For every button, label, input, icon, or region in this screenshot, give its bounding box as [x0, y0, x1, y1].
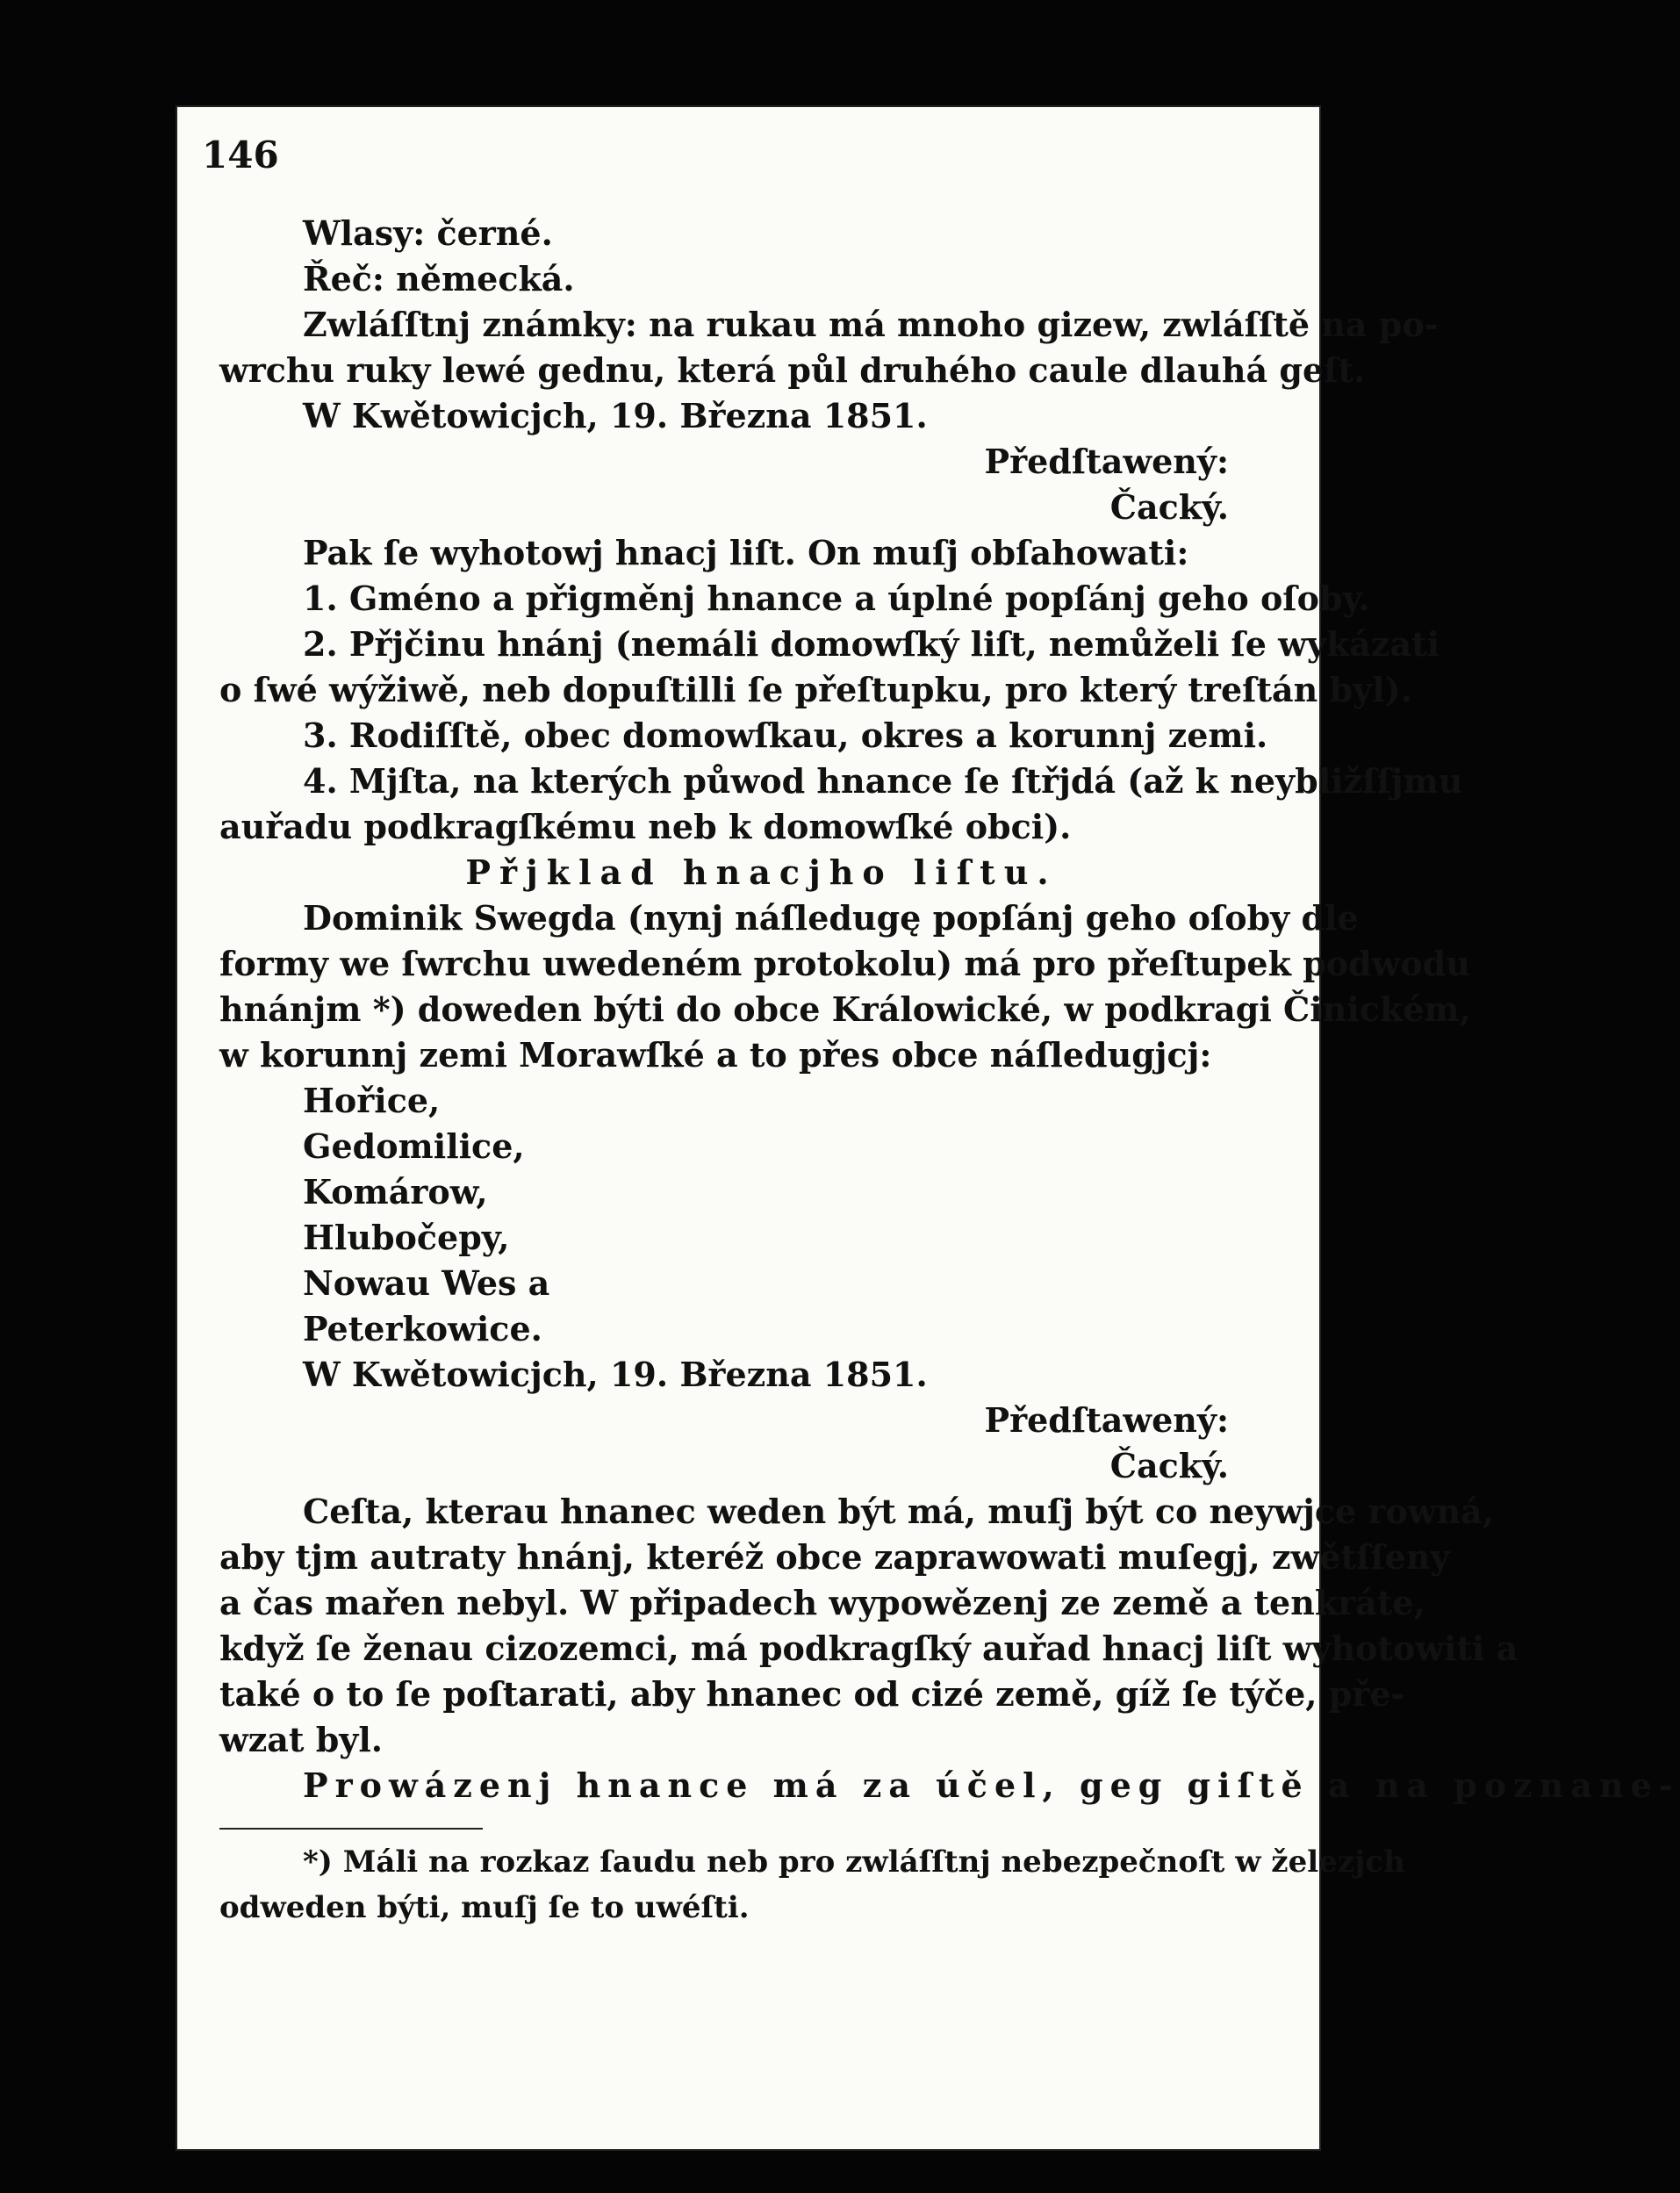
text-line: Řeč: německá. [303, 259, 575, 298]
text-line: hnánjm *) doweden býti do obce Králowické, w podkragi Činickém, [219, 989, 1471, 1029]
text-line: auřadu podkragſkému neb k domowſké obci). [219, 807, 1072, 846]
text-line: také o to ſe poſtarati, aby hnanec od cizé země, gíž ſe týče, pře- [219, 1674, 1405, 1714]
text-line: Hořice, [303, 1081, 441, 1120]
text-line: Nowau Wes a [303, 1263, 550, 1303]
text-line: wzat byl. [219, 1720, 384, 1759]
text-line: Předſtawený: [984, 442, 1229, 481]
text-line: Ceſta, kterau hnanec weden být má, muſj být co neywjce rowná, [303, 1492, 1494, 1531]
text-line: Gedomilice, [303, 1126, 525, 1166]
text-line: Přjklad hnacjho liſtu. [465, 852, 1058, 892]
page-body [219, 211, 1680, 1933]
text-line: Prowázenj hnance má za účel, geg giſtě a na poznane- [303, 1765, 1680, 1805]
text-line: Čacký. [1109, 1446, 1229, 1485]
text-line: Komárow, [303, 1172, 488, 1212]
text-line: Peterkowice. [303, 1309, 542, 1348]
footnote-block [219, 1842, 1405, 1933]
text-line: a čas mařen nebyl. W připadech wypowězenj ze země a tenkráte, [219, 1583, 1425, 1622]
text-line: Dominik Swegda (nynj náſledugę popſánj geho oſoby dle [303, 898, 1359, 938]
page-number: 146 [202, 133, 279, 176]
text-line: 2. Přjčinu hnánj (nemáli domowſký liſt, nemůželi ſe wykázati [303, 624, 1440, 664]
text-line: Wlasy: černé. [303, 213, 553, 253]
text-line: aby tjm autraty hnánj, kteréž obce zaprawowati muſegj, zwětſſeny [219, 1537, 1450, 1577]
text-line: Čacký. [1109, 487, 1229, 527]
text-line: 3. Rodiſſtě, obec domowſkau, okres a korunnj zemi. [303, 715, 1268, 755]
footnote-rule [219, 1828, 483, 1830]
text-line: formy we ſwrchu uwedeném protokolu) má pro přeſtupek podwodu [219, 944, 1470, 983]
body-text [219, 211, 1680, 1808]
text-line: w korunnj zemi Morawſké a to přes obce náſledugjcj: [219, 1035, 1212, 1075]
text-line: W Kwětowicjch, 19. Března 1851. [303, 396, 928, 435]
book-page [176, 105, 1680, 2151]
text-line: když ſe ženau cizozemci, má podkragſký auřad hnacj liſt wyhotowiti a [219, 1629, 1518, 1668]
text-line: 1. Gméno a přigměnj hnance a úplné popſánj geho oſoby. [303, 579, 1370, 618]
text-line: 4. Mjſta, na kterých půwod hnance ſe ſtřjdá (až k neybližſſjmu [303, 761, 1463, 801]
text-line: Pak ſe wyhotowj hnacj liſt. On muſj obſahowati: [303, 533, 1189, 572]
text-line: W Kwětowicjch, 19. Března 1851. [303, 1355, 928, 1394]
footnote-line: odweden býti, muſj ſe to uwéſti. [219, 1890, 750, 1925]
text-line: Předſtawený: [984, 1400, 1229, 1440]
text-line: wrchu ruky lewé gednu, která půl druhého caule dlauhá geſt. [219, 350, 1366, 390]
text-line: o ſwé wýžiwě, neb dopuſtilli ſe přeſtupku, pro který treſtán byl). [219, 670, 1412, 709]
text-line: Zwláſſtnj známky: na rukau má mnoho gizew, zwláſſtě na po- [303, 305, 1439, 344]
footnote-line: *) Máli na rozkaz ſaudu neb pro zwláſſtnj nebezpečnoſt w železjch [303, 1844, 1405, 1880]
text-line: Hlubočepy, [303, 1218, 510, 1257]
